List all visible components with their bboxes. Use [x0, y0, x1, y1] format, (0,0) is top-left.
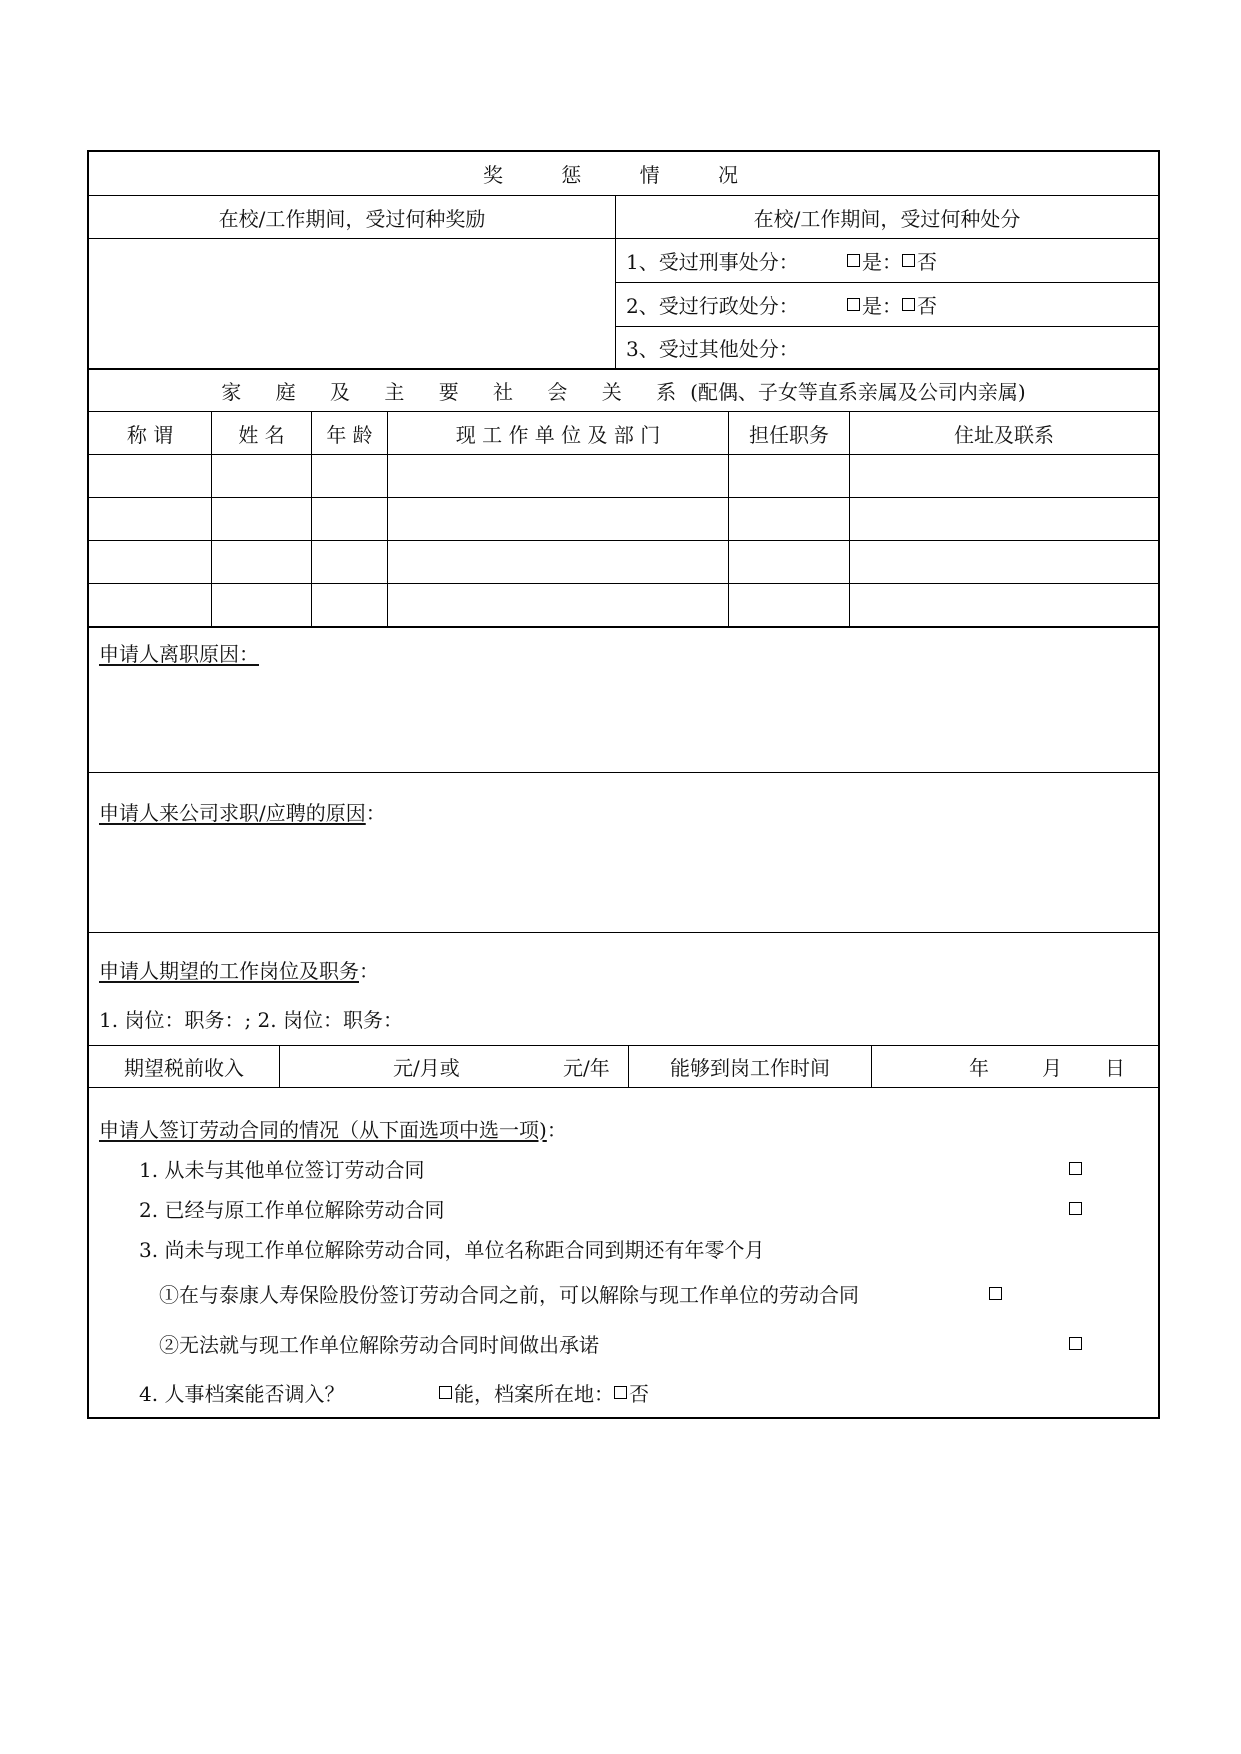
contract-title — [89, 1108, 1158, 1148]
family-title — [89, 370, 1158, 411]
family-col-position: 担任职务 — [728, 412, 849, 454]
salary-row — [89, 1045, 1158, 1087]
family-cell[interactable] — [89, 584, 211, 626]
family-col-age: 年 龄 — [311, 412, 387, 454]
family-header-row — [89, 411, 1158, 454]
leave-reason-section[interactable] — [89, 626, 1158, 772]
other-item — [616, 327, 1158, 368]
family-cell[interactable] — [387, 584, 728, 626]
contract-option-3 — [89, 1228, 1158, 1268]
contract-option-1-checkbox[interactable] — [1069, 1162, 1082, 1175]
start-time-field[interactable] — [871, 1046, 1158, 1087]
salary-field[interactable] — [279, 1046, 628, 1087]
other-label: 3、受过其他处分： — [626, 337, 799, 361]
family-col-title: 称 谓 — [126, 422, 174, 447]
table-row — [89, 540, 1158, 583]
admin-label: 2、受过行政处分： — [626, 294, 799, 318]
family-cell[interactable] — [849, 498, 1158, 540]
expected-positions[interactable]: 1. 岗位：职务：; 2. 岗位：职务： — [99, 1008, 403, 1032]
family-cell[interactable] — [728, 498, 849, 540]
criminal-yes-label: 是： — [862, 250, 902, 274]
admin-yes-label: 是： — [862, 294, 902, 318]
family-cell[interactable] — [311, 541, 387, 583]
admin-no-checkbox[interactable] — [902, 298, 915, 311]
family-cell[interactable] — [728, 541, 849, 583]
contract-option-2-checkbox[interactable] — [1069, 1202, 1082, 1215]
rewards-body-row — [89, 238, 1158, 368]
table-row — [89, 497, 1158, 540]
family-cell[interactable] — [387, 455, 728, 497]
family-cell[interactable] — [211, 584, 311, 626]
archive-can-label: 能，档案所在地： — [454, 1381, 614, 1406]
criminal-no-checkbox[interactable] — [902, 254, 915, 267]
contract-section — [89, 1087, 1158, 1417]
family-cell[interactable] — [89, 455, 211, 497]
contract-option-4 — [89, 1368, 1158, 1416]
contract-option-1 — [89, 1148, 1158, 1188]
family-cell[interactable] — [728, 455, 849, 497]
reward-header: 在校/工作期间，受过何种奖励 — [218, 206, 486, 231]
contract-sub-option-2 — [89, 1318, 1158, 1368]
contract-sub-option-1-checkbox[interactable] — [989, 1287, 1002, 1300]
start-month: 月 — [1042, 1056, 1062, 1080]
salary-label: 期望税前收入 — [124, 1056, 244, 1080]
contract-option-4-label: 4. 人事档案能否调入？ — [139, 1381, 345, 1406]
family-cell[interactable] — [311, 584, 387, 626]
apply-reason-block — [89, 773, 1158, 932]
family-title-row — [89, 368, 1158, 411]
family-cell[interactable] — [849, 455, 1158, 497]
expected-colon: ： — [359, 959, 379, 983]
criminal-label: 1、受过刑事处分： — [626, 250, 799, 274]
family-cell[interactable] — [728, 584, 849, 626]
contract-option-2-label: 2. 已经与原工作单位解除劳动合同 — [139, 1197, 445, 1222]
apply-reason-section[interactable] — [89, 772, 1158, 932]
family-cell[interactable] — [89, 541, 211, 583]
contract-sub-option-2-checkbox[interactable] — [1069, 1337, 1082, 1350]
archive-no-label: 否 — [629, 1381, 649, 1406]
criminal-item — [616, 239, 1158, 283]
leave-reason-label: 申请人离职原因： — [99, 642, 259, 666]
family-col-contact: 住址及联系 — [849, 412, 1158, 454]
expected-section — [89, 932, 1158, 1045]
family-col-name: 姓 名 — [211, 412, 311, 454]
salary-monthly-unit: 元/月或 — [393, 1056, 460, 1080]
contract-sub-option-2-label: ②无法就与现工作单位解除劳动合同时间做出承诺 — [159, 1332, 599, 1357]
reward-field[interactable] — [89, 239, 615, 368]
contract-colon: ： — [546, 1117, 567, 1142]
family-cell[interactable] — [849, 584, 1158, 626]
rewards-title: 奖 惩 情 况 — [482, 163, 765, 187]
table-row — [89, 454, 1158, 497]
family-col-employer: 现 工 作 单 位 及 部 门 — [387, 412, 728, 454]
contract-sub-option-1 — [89, 1268, 1158, 1318]
contract-option-3-label: 3. 尚未与现工作单位解除劳动合同，单位名称距合同到期还有年零个月 — [139, 1237, 765, 1262]
punish-list — [615, 239, 1158, 368]
leave-reason-block — [89, 628, 1158, 772]
apply-reason-colon: ： — [365, 801, 386, 825]
apply-reason-label: 申请人来公司求职/应聘的原因 — [99, 801, 366, 825]
family-cell[interactable] — [849, 541, 1158, 583]
contract-option-2 — [89, 1188, 1158, 1228]
criminal-yes-checkbox[interactable] — [847, 254, 860, 267]
family-cell[interactable] — [311, 498, 387, 540]
family-cell[interactable] — [211, 455, 311, 497]
start-day: 日 — [1105, 1056, 1125, 1080]
family-cell[interactable] — [311, 455, 387, 497]
family-cell[interactable] — [387, 541, 728, 583]
archive-no-checkbox[interactable] — [614, 1386, 627, 1399]
start-year: 年 — [969, 1056, 989, 1080]
family-title-note: (配偶、子女等直系亲属及公司内亲属) — [690, 380, 1026, 404]
contract-block — [89, 1088, 1158, 1417]
criminal-no-label: 否 — [917, 250, 937, 274]
family-title-main: 家 庭 及 主 要 社 会 关 系 — [221, 380, 691, 404]
rewards-header-row — [89, 195, 1158, 238]
family-cell[interactable] — [211, 498, 311, 540]
start-time-label: 能够到岗工作时间 — [628, 1046, 871, 1087]
contract-option-1-label: 1. 从未与其他单位签订劳动合同 — [139, 1157, 425, 1182]
contract-label: 申请人签订劳动合同的情况（从下面选项中选一项) — [99, 1117, 547, 1142]
admin-no-label: 否 — [917, 294, 937, 318]
archive-can-checkbox[interactable] — [439, 1386, 452, 1399]
table-row — [89, 583, 1158, 626]
expected-label: 申请人期望的工作岗位及职务 — [99, 959, 359, 983]
punish-header: 在校/工作期间，受过何种处分 — [615, 196, 1158, 238]
admin-yes-checkbox[interactable] — [847, 298, 860, 311]
rewards-title-row — [89, 152, 1158, 195]
admin-item — [616, 283, 1158, 327]
salary-yearly-unit: 元/年 — [563, 1056, 610, 1080]
family-cell[interactable] — [387, 498, 728, 540]
family-cell[interactable] — [211, 541, 311, 583]
application-form — [87, 150, 1160, 1419]
family-cell[interactable] — [89, 498, 211, 540]
contract-sub-option-1-label: ①在与泰康人寿保险股份签订劳动合同之前，可以解除与现工作单位的劳动合同 — [159, 1282, 859, 1307]
expected-block — [89, 933, 1158, 1045]
